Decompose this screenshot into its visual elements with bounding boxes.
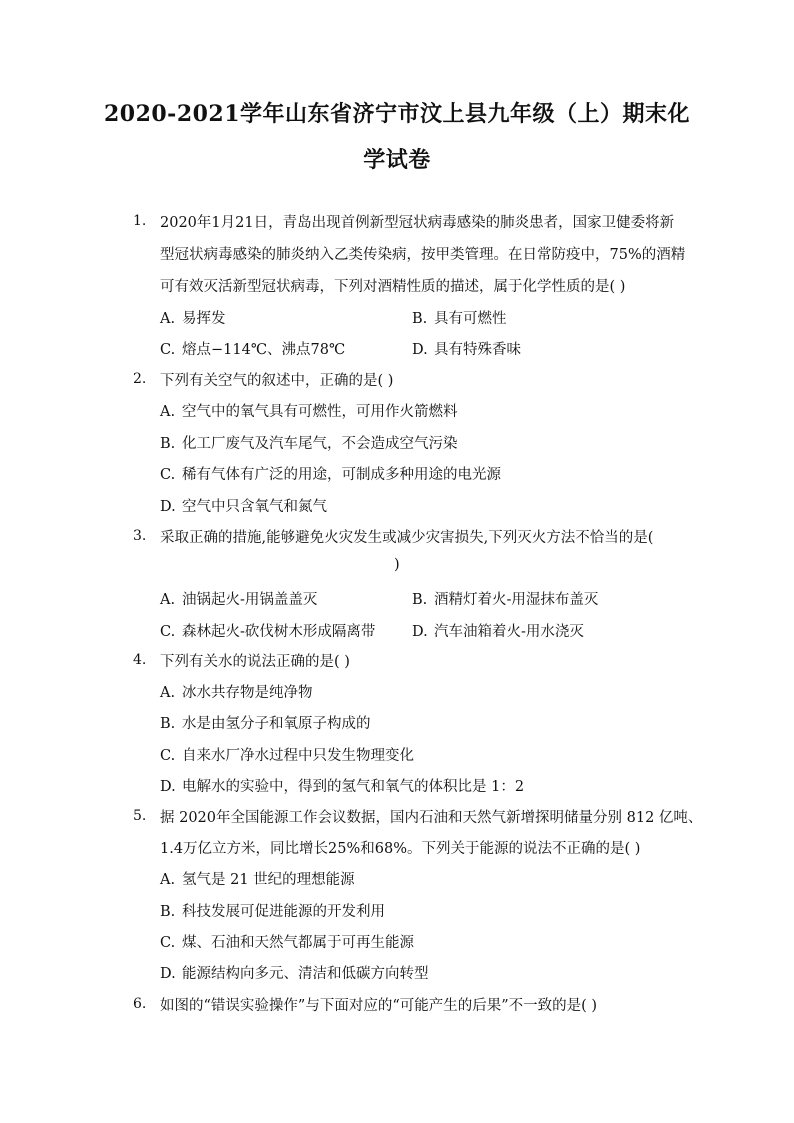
option-text: 酒精灯着火-用湿抹布盖灭 <box>434 592 599 608</box>
option-label: D. <box>160 779 176 795</box>
option-b[interactable] <box>160 432 458 453</box>
question-stem-line: 据 2020年全国能源工作会议数据，国内石油和天然气新增探明储量分别 812 亿吨、 <box>160 810 703 826</box>
question-stem-line: 可有效灭活新型冠状病毒，下列对酒精性质的描述，属于化学性质的是( ) <box>160 279 626 295</box>
option-d[interactable] <box>160 775 524 796</box>
option-text: 汽车油箱着火-用水浇灭 <box>434 624 584 640</box>
question-number: 2. <box>133 371 147 387</box>
option-label: D. <box>412 624 428 640</box>
option-text: 油锅起火-用锅盖盖灭 <box>182 592 318 608</box>
option-label: B. <box>160 716 176 732</box>
option-c[interactable] <box>160 744 414 765</box>
option-text: 易挥发 <box>182 311 226 327</box>
option-b[interactable] <box>160 712 371 733</box>
option-a[interactable] <box>160 588 317 609</box>
option-c[interactable] <box>160 338 345 359</box>
option-label: B. <box>412 311 428 327</box>
option-text: 电解水的实验中，得到的氢气和氧气的体积比是 1：2 <box>182 779 525 795</box>
option-text: 氢气是 21 世纪的理想能源 <box>182 872 355 888</box>
option-b[interactable] <box>412 588 598 609</box>
question-number: 5. <box>133 808 147 824</box>
option-text: 森林起火-砍伐树木形成隔离带 <box>182 624 376 640</box>
question-stem-line: 型冠状病毒感染的肺炎纳入乙类传染病，按甲类管理。在日常防疫中，75%的酒精 <box>160 247 686 263</box>
option-label: A. <box>160 311 176 327</box>
option-a[interactable] <box>160 307 226 328</box>
question-number: 4. <box>133 652 147 668</box>
option-a[interactable] <box>160 681 313 702</box>
question-stem-line: 下列有关空气的叙述中，正确的是( ) <box>160 373 394 389</box>
option-text: 熔点−114℃、沸点78℃ <box>182 342 346 358</box>
option-label: B. <box>160 436 176 452</box>
option-text: 科技发展可促进能源的开发利用 <box>182 904 385 920</box>
option-text: 空气中的氧气具有可燃性，可用作火箭燃料 <box>182 404 458 420</box>
option-label: B. <box>412 592 428 608</box>
question-stem-line: ) <box>394 557 400 573</box>
option-label: C. <box>160 748 176 764</box>
question-number: 6. <box>133 996 147 1012</box>
option-b[interactable] <box>160 900 385 921</box>
option-text: 冰水共存物是纯净物 <box>182 685 313 701</box>
title-line-1: 2020-2021学年山东省济宁市汶上县九年级（上）期末化 <box>103 101 691 127</box>
question-stem-line: 2020年1月21日，青岛出现首例新型冠状病毒感染的肺炎患者，国家卫健委将新 <box>160 215 675 231</box>
option-d[interactable] <box>160 495 327 516</box>
question-number: 3. <box>133 528 147 544</box>
option-label: B. <box>160 904 176 920</box>
option-text: 自来水厂净水过程中只发生物理变化 <box>182 748 414 764</box>
question-stem-line: 1.4万亿立方米，同比增长25%和68%。下列关于能源的说法不正确的是( ) <box>160 841 641 857</box>
option-d[interactable] <box>412 620 584 641</box>
option-d[interactable] <box>160 962 429 983</box>
option-text: 具有可燃性 <box>434 311 507 327</box>
option-d[interactable] <box>412 338 521 359</box>
option-c[interactable] <box>160 463 501 484</box>
question-number: 1. <box>133 213 147 229</box>
option-text: 空气中只含氧气和氮气 <box>182 499 327 515</box>
option-label: A. <box>160 685 176 701</box>
option-a[interactable] <box>160 868 355 889</box>
option-label: D. <box>160 499 176 515</box>
option-a[interactable] <box>160 400 458 421</box>
option-label: C. <box>160 624 176 640</box>
option-label: D. <box>160 966 176 982</box>
option-label: C. <box>160 467 176 483</box>
question-stem-line: 如图的“错误实验操作”与下面对应的“可能产生的后果”不一致的是( ) <box>160 998 598 1014</box>
option-text: 能源结构向多元、清洁和低碳方向转型 <box>182 966 429 982</box>
option-b[interactable] <box>412 307 507 328</box>
option-text: 具有特殊香味 <box>434 342 521 358</box>
question-stem-line: 采取正确的措施,能够避免火灾发生或减少灾害损失,下列灭火方法不恰当的是( <box>160 530 654 546</box>
option-label: A. <box>160 404 176 420</box>
option-text: 化工厂废气及汽车尾气，不会造成空气污染 <box>182 436 458 452</box>
title-line-2: 学试卷 <box>363 147 431 173</box>
option-label: A. <box>160 592 176 608</box>
option-label: A. <box>160 872 176 888</box>
option-label: D. <box>412 342 428 358</box>
option-text: 水是由氢分子和氧原子构成的 <box>182 716 371 732</box>
question-stem-line: 下列有关水的说法正确的是( ) <box>160 654 350 670</box>
option-c[interactable] <box>160 620 375 641</box>
option-c[interactable] <box>160 931 414 952</box>
option-text: 煤、石油和天然气都属于可再生能源 <box>182 935 414 951</box>
option-text: 稀有气体有广泛的用途，可制成多种用途的电光源 <box>182 467 501 483</box>
option-label: C. <box>160 342 176 358</box>
option-label: C. <box>160 935 176 951</box>
